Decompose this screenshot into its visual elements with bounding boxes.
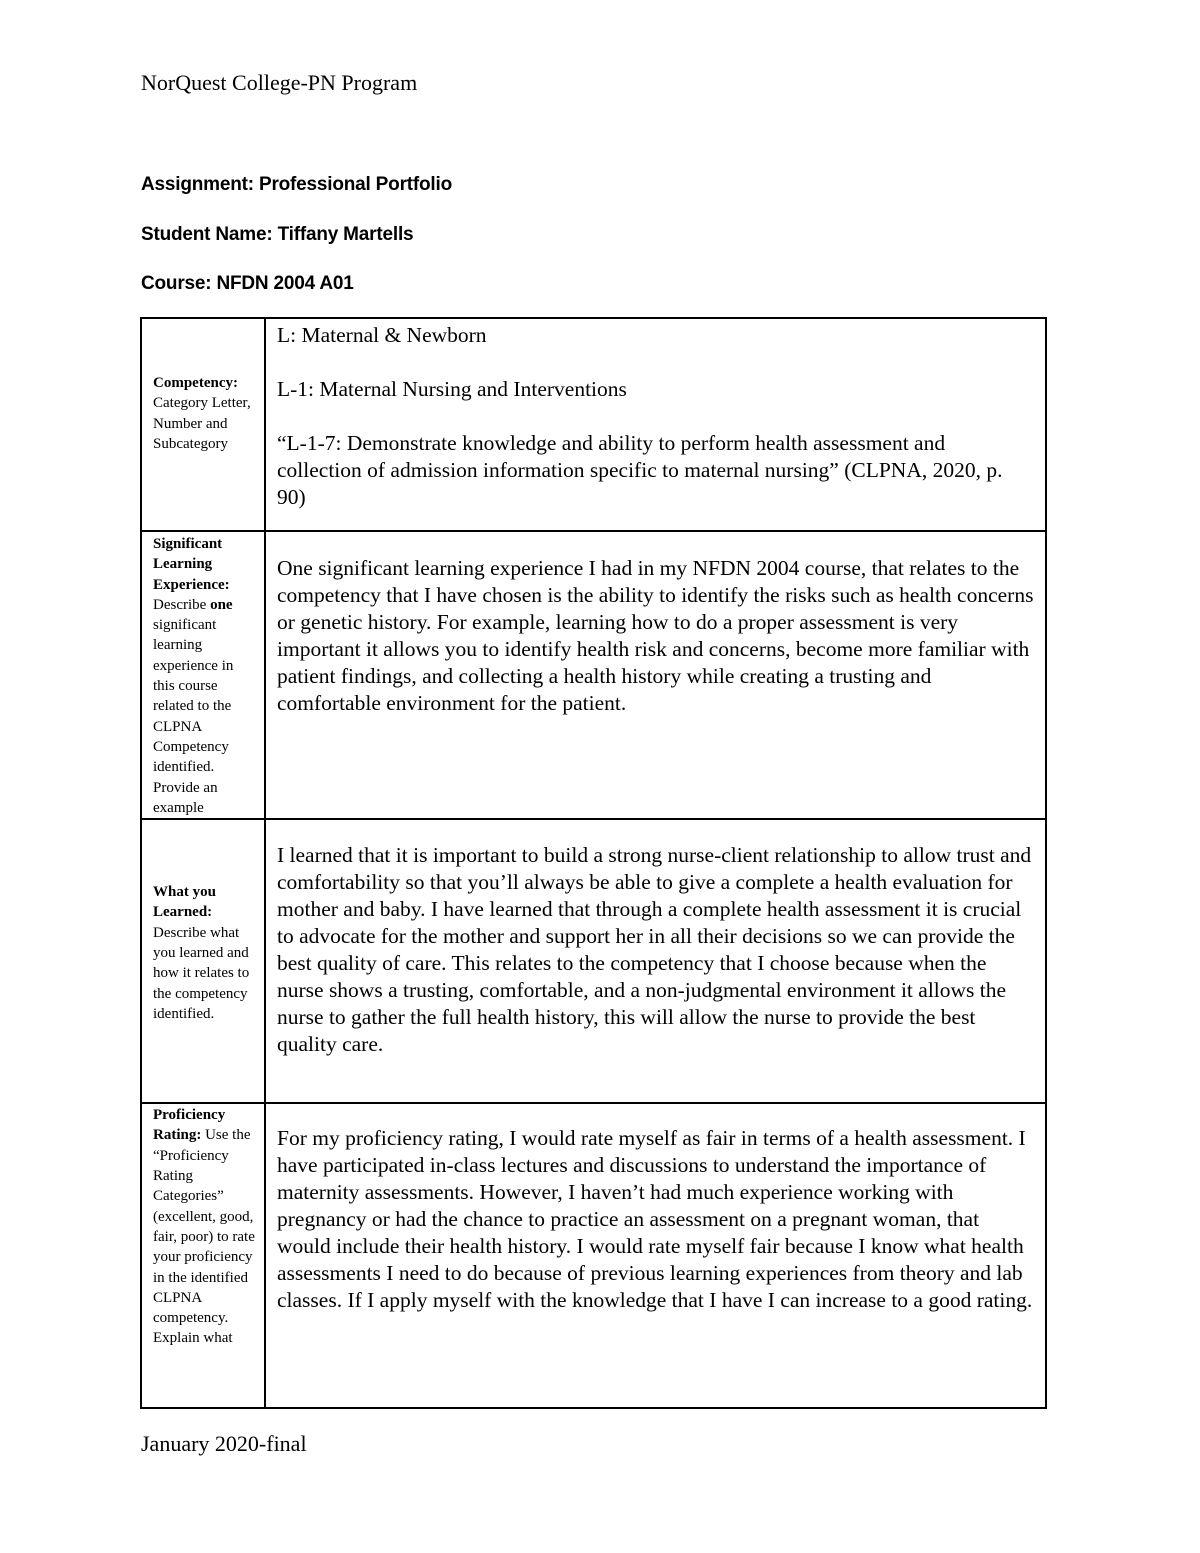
student-name-label: Student Name: (141, 224, 273, 245)
table-row-learning-experience (141, 531, 1046, 819)
learning-experience-label-text-b: significant learning experience in this course related to the CLPNA Competency identified. Provide an example (153, 617, 234, 816)
competency-number: L-1: Maternal Nursing and Interventions (277, 377, 627, 401)
what-learned-label-text: Describe what you learned and how it relates to the competency identified. (153, 924, 250, 1022)
what-learned-label-cell (141, 819, 265, 1103)
proficiency-content-cell (265, 1103, 1046, 1408)
learning-experience-content-cell (265, 531, 1046, 819)
page-footer: January 2020-final (141, 1431, 307, 1456)
what-learned-text: I learned that it is important to build a strong nurse-client relationship to allow trust and comfortability so that you’ll always be able to give a complete a health evaluation for mother and baby. I have learned that through a complete health assessment it is crucial to advocate for the mother and support her in all their decisions so we can provide the best quality of care. This relates to the competency that I choose because when the nurse shows a trusting, comfortable, and a non-judgmental environment it allows the nurse to gather the full health history, this will allow the nurse to provide the best quality care. (277, 843, 1032, 1057)
course-value: NFDN 2004 A01 (216, 273, 354, 294)
table-row-what-learned (141, 819, 1046, 1103)
proficiency-label-bold: Proficiency Rating: (153, 1107, 226, 1144)
learning-experience-label-bold-b: one (210, 596, 233, 613)
page-header: NorQuest College-PN Program (141, 70, 418, 95)
table-row-proficiency (141, 1103, 1046, 1408)
competency-content-cell (265, 318, 1046, 531)
learning-experience-text: One significant learning experience I had in my NFDN 2004 course, that relates to the competency that I have chosen is the ability to identify the risks such as health concerns or genetic history. For example, learning how to do a proper assessment is very important it allows you to identify health risk and concerns, become more familiar with patient findings, and collecting a health history while creating a trusting and comfortable environment for the patient. (277, 556, 1034, 715)
proficiency-label-text: Use the “Proficiency Rating Categories” (excellent, good, fair, poor) to rate your proficiency in the identified CLPNA competency. Explain what (153, 1127, 255, 1347)
assignment-value: Professional Portfolio (258, 174, 452, 195)
learning-experience-label-bold: Significant Learning Experience: (153, 536, 230, 593)
table-row-competency (141, 318, 1046, 531)
proficiency-label-cell (141, 1103, 265, 1408)
learning-experience-label-text-a: Describe (153, 596, 207, 613)
competency-category: L: Maternal & Newborn (277, 323, 487, 347)
assignment-line (141, 174, 452, 196)
what-learned-label-bold: What you Learned: (153, 884, 216, 921)
what-learned-content-cell (265, 819, 1046, 1103)
portfolio-table (140, 317, 1047, 1409)
course-line (141, 273, 354, 295)
competency-subcategory: “L-1-7: Demonstrate knowledge and ability to perform health assessment and collection of admission information specific to maternal nursing” (CLPNA, 2020, p. 90) (277, 431, 1003, 509)
proficiency-text: For my proficiency rating, I would rate myself as fair in terms of a health assessment. I have participated in-class lectures and discussions to understand the importance of maternity assessments. However, I haven’t had much experience working with pregnancy or had the chance to practice an assessment on a pregnant woman, that would include their health history. I would rate myself fair because I know what health assessments I need to do because of previous learning experiences from theory and lab classes. If I apply myself with the knowledge that I have I can increase to a good rating. (277, 1126, 1033, 1313)
student-name-value: Tiffany Martells (277, 224, 414, 245)
course-label: Course: (141, 273, 212, 294)
competency-label-cell (141, 318, 265, 531)
student-name-line (141, 224, 413, 246)
competency-label-bold: Competency: (153, 375, 238, 391)
competency-label-text: Category Letter, Number and Subcategory (153, 395, 251, 452)
assignment-label: Assignment: (141, 174, 254, 195)
learning-experience-label-cell (141, 531, 265, 819)
